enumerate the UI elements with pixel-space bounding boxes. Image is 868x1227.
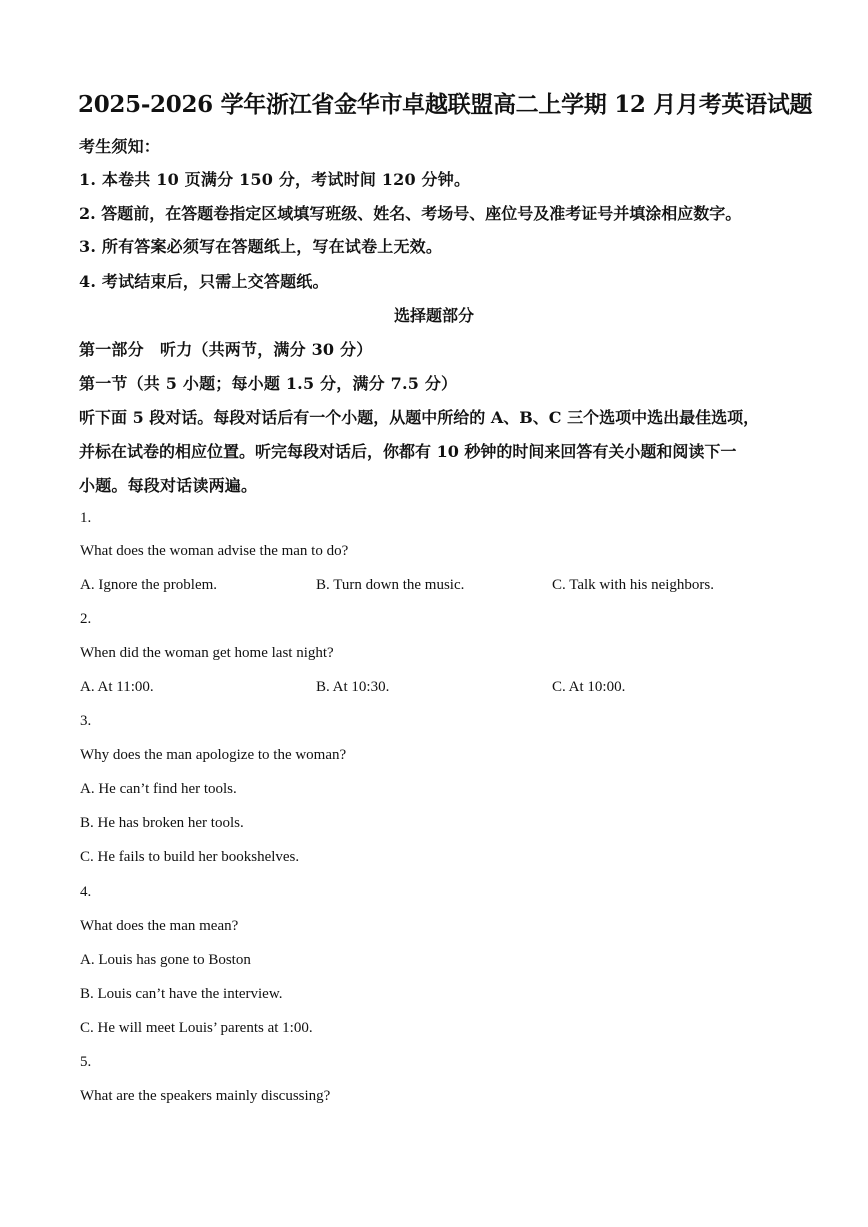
question-text: What are the speakers mainly discussing? — [80, 1088, 331, 1104]
notice-item-1: 1. 本卷共 10 页满分 150 分，考试时间 120 分钟。 — [79, 170, 471, 189]
question-text: When did the woman get home last night? — [80, 645, 334, 661]
notice-item-2: 2. 答题前，在答题卷指定区域填写班级、姓名、考场号、座位号及准考证号并填涂相应数字。 — [79, 204, 742, 223]
part-one-heading: 第一部分 听力（共两节，满分 30 分） — [79, 340, 373, 359]
option-b: B. Louis can’t have the interview. — [80, 986, 283, 1002]
option-c: C. At 10:00. — [552, 679, 626, 695]
option-a: A. Ignore the problem. — [80, 577, 218, 593]
option-b: B. He has broken her tools. — [80, 815, 244, 831]
question-number: 2. — [80, 611, 92, 627]
option-a: A. At 11:00. — [80, 679, 154, 695]
instructions-line-3: 小题。每段对话读两遍。 — [79, 476, 258, 495]
question-text: Why does the man apologize to the woman? — [80, 747, 347, 763]
option-c: C. Talk with his neighbors. — [552, 577, 715, 593]
option-c: C. He fails to build her bookshelves. — [80, 849, 300, 865]
page-title: 2025-2026 学年浙江省金华市卓越联盟高二上学期 12 月月考英语试题 — [78, 91, 813, 118]
option-b: B. Turn down the music. — [316, 577, 465, 593]
question-number: 4. — [80, 884, 92, 900]
question-text: What does the woman advise the man to do? — [80, 543, 349, 559]
question-number: 1. — [80, 510, 92, 526]
section-one-heading: 第一节（共 5 小题；每小题 1.5 分，满分 7.5 分） — [79, 374, 458, 393]
instructions-line-1: 听下面 5 段对话。每段对话后有一个小题，从题中所给的 A、B、C 三个选项中选出最佳选项， — [79, 408, 760, 427]
option-b: B. At 10:30. — [316, 679, 390, 695]
section-title: 选择题部分 — [393, 306, 474, 325]
question-text: What does the man mean? — [80, 918, 239, 934]
notice-item-4: 4. 考试结束后，只需上交答题纸。 — [79, 272, 329, 291]
option-a: A. Louis has gone to Boston — [80, 952, 251, 968]
notice-heading: 考生须知： — [79, 137, 161, 156]
instructions-line-2: 并标在试卷的相应位置。听完每段对话后，你都有 10 秒钟的时间来回答有关小题和阅读下一 — [79, 442, 737, 461]
question-number: 5. — [80, 1054, 92, 1070]
notice-item-3: 3. 所有答案必须写在答题纸上，写在试卷上无效。 — [79, 237, 443, 256]
option-c: C. He will meet Louis’ parents at 1:00. — [80, 1020, 313, 1036]
option-a: A. He can’t find her tools. — [80, 781, 237, 797]
question-number: 3. — [80, 713, 92, 729]
